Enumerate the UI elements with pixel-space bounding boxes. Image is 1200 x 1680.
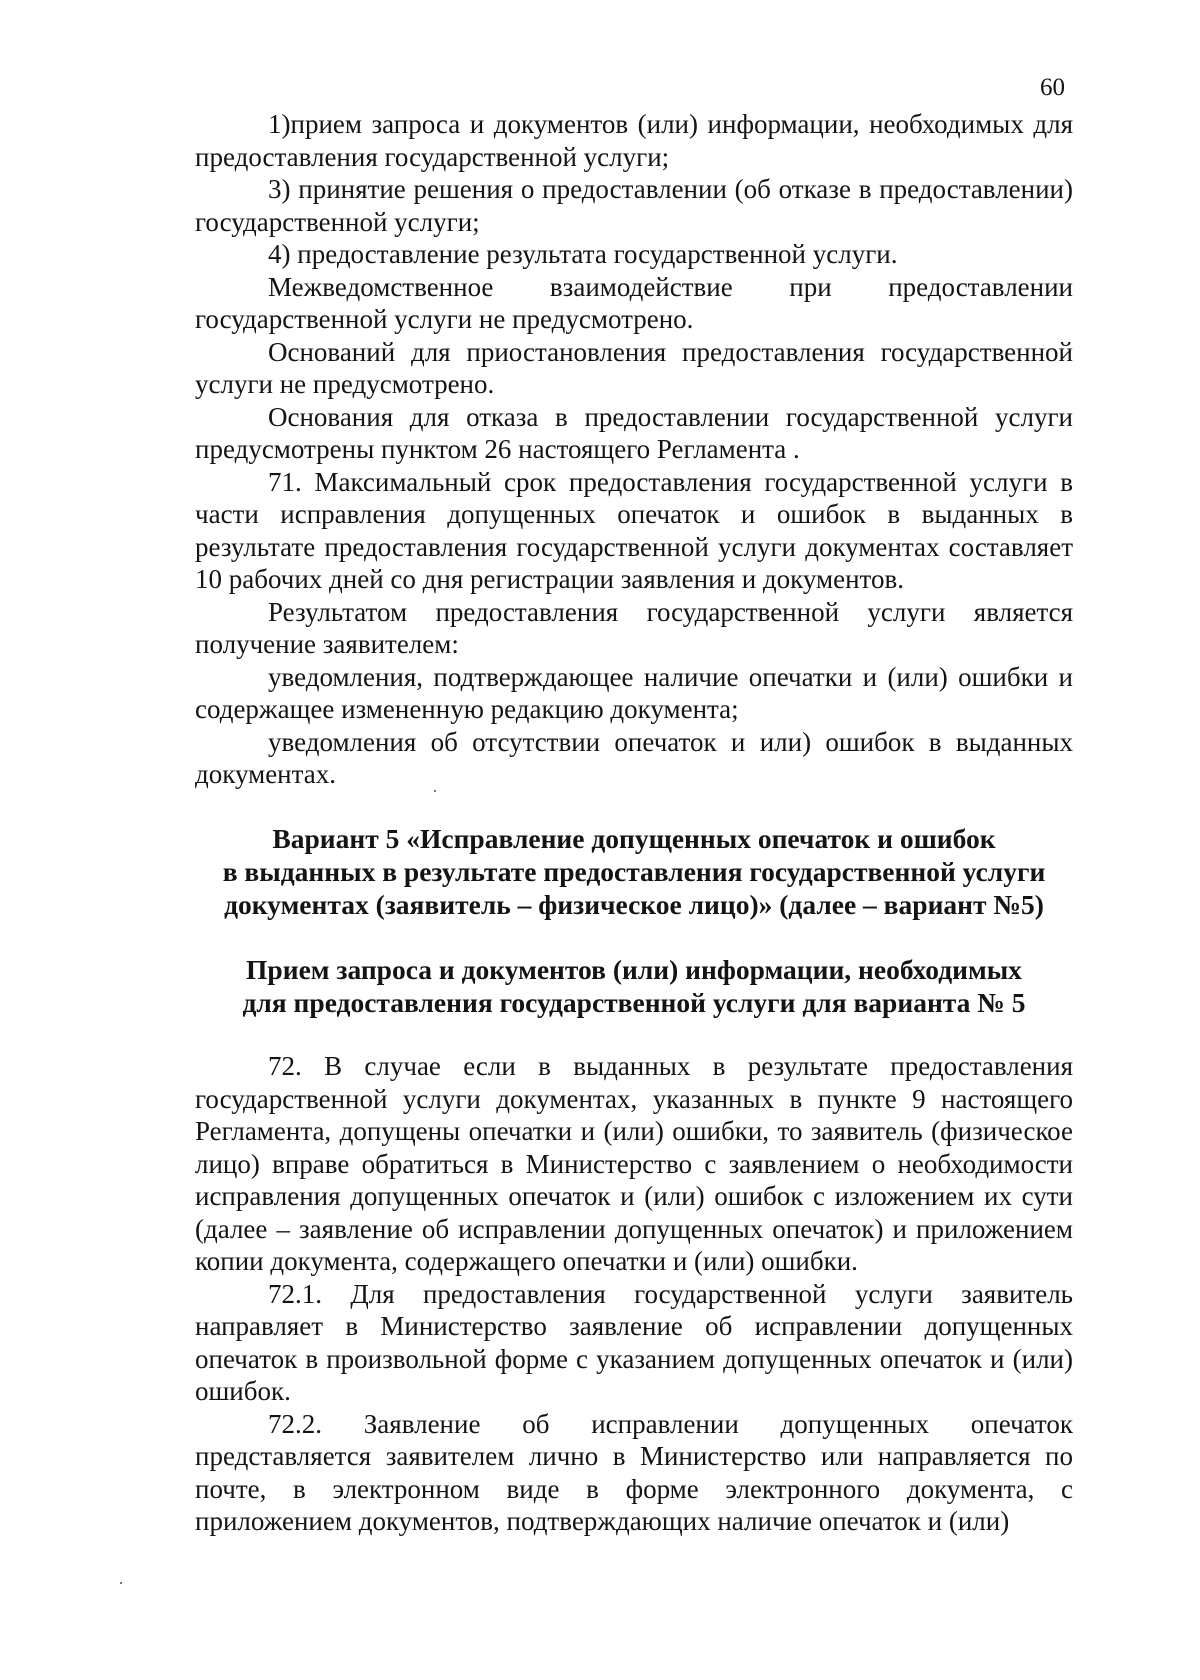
paragraph-list-item-3: 3) принятие решения о предоставлении (об отказе в предоставлении) государственной услуги; — [195, 174, 1073, 237]
paragraph-list-item-1: 1)прием запроса и документов (или) информации, необходимых для предоставления государственной услуги; — [195, 109, 1073, 172]
paragraph-result: Результатом предоставления государственной услуги является получение заявителем: — [195, 596, 1073, 659]
variant-heading-line-3: документах (заявитель – физическое лицо)» (далее – вариант №5) — [224, 889, 1044, 920]
paragraph-result-option-1: уведомления, подтверждающее наличие опечатки и (или) ошибки и содержащее измененную редакцию документа; — [195, 661, 1073, 724]
paragraph-result-option-2: уведомления об отсутствии опечаток и или) ошибок в выданных документах. — [195, 726, 1073, 789]
paragraph-72: 72. В случае если в выданных в результате предоставления государственной услуги документах, указанных в пункте 9 настоящего Регламента, допущены опечатки и (или) ошибки, то заявитель (физическое лицо) вправе обратиться в Министерство с заявлением о необходимости исправления допущенных опечаток и (или) ошибок с изложением их сути (далее – заявление об исправлении допущенных опечаток) и приложением копии документа, содержащего опечатки и (или) ошибки. — [195, 1051, 1073, 1276]
scan-dot — [120, 1582, 122, 1584]
body-text-section-2 — [195, 1050, 1073, 1538]
reception-heading — [195, 953, 1073, 1019]
paragraph-72-1: 72.1. Для предоставления государственной услуги заявитель направляет в Министерство заявление об исправлении допущенных опечаток в произвольной форме с указанием допущенных опечаток и (или) ошибок. — [195, 1278, 1073, 1406]
body-text-section-1 — [195, 108, 1073, 791]
paragraph-interagency: Межведомственное взаимодействие при предоставлении государственной услуги не предусмотрено. — [195, 271, 1073, 334]
scan-dot — [434, 790, 436, 792]
variant-heading-line-2: в выданных в результате предоставления государственной услуги — [222, 856, 1046, 887]
paragraph-suspension: Оснований для приостановления предоставления государственной услуги не предусмотрено. — [195, 336, 1073, 399]
paragraph-72-2: 72.2. Заявление об исправлении допущенных опечаток представляется заявителем лично в Министерство или направляется по почте, в электронном виде в форме электронного документа, с приложением документов, подтверждающих наличие опечаток и (или) — [195, 1408, 1073, 1536]
variant-heading — [195, 822, 1073, 921]
variant-heading-line-1: Вариант 5 «Исправление допущенных опечаток и ошибок — [272, 823, 996, 854]
paragraph-refusal-grounds: Основания для отказа в предоставлении государственной услуги предусмотрены пунктом 26 настоящего Регламента . — [195, 401, 1073, 464]
reception-heading-line-1: Прием запроса и документов (или) информации, необходимых — [246, 954, 1022, 985]
page-number: 60 — [1040, 74, 1065, 101]
paragraph-list-item-4: 4) предоставление результата государственной услуги. — [268, 239, 898, 269]
reception-heading-line-2: для предоставления государственной услуги для варианта № 5 — [242, 987, 1026, 1018]
paragraph-71: 71. Максимальный срок предоставления государственной услуги в части исправления допущенных опечаток и ошибок в выданных в результате предоставления государственной услуги документах составляет 10 рабочих дней со дня регистрации заявления и документов. — [195, 466, 1073, 594]
